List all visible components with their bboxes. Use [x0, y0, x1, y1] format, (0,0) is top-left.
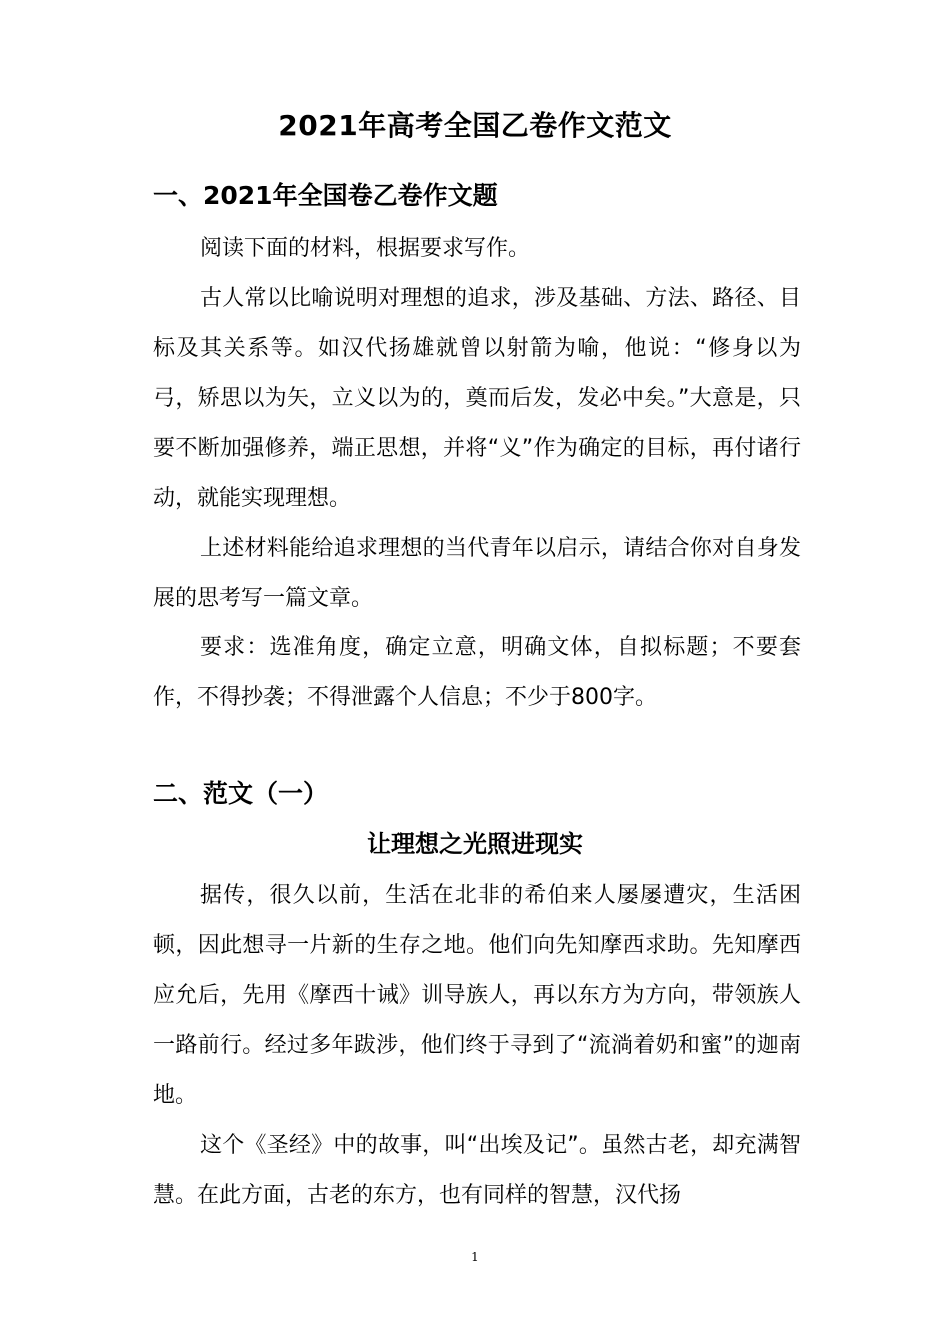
section-1-paragraph-1: 阅读下面的材料，根据要求写作。	[200, 236, 531, 261]
document-title: 2021年高考全国乙卷作文范文	[278, 109, 672, 142]
section-1-paragraph-2: 古人常以比喻说明对理想的追求，涉及基础、方法、路径、目标及其关系等。如汉代扬雄就曾以射箭为喻，他说：“修身以为弓，矫思以为矢，立义以为的，奠而后发，发必中矣。”大意是，只要不断加强修养，端正思想，并将“义”作为确定的目标，再付诸行动，就能实现理想。	[153, 286, 801, 511]
section-2-heading: 二、范文（一）	[153, 779, 329, 808]
essay-paragraph-2: 这个《圣经》中的故事，叫“出埃及记”。虽然古老，却充满智慧。在此方面，古老的东方，也有同样的智慧，汉代扬	[153, 1133, 801, 1208]
section-1-heading: 一、2021年全国卷乙卷作文题	[153, 181, 498, 210]
essay-title: 让理想之光照进现实	[367, 830, 583, 858]
section-1-paragraph-3: 上述材料能给追求理想的当代青年以启示，请结合你对自身发展的思考写一篇文章。	[153, 536, 801, 611]
page-number: 1	[471, 1250, 479, 1264]
essay-paragraph-1: 据传，很久以前，生活在北非的希伯来人屡屡遭灾，生活困顿，因此想寻一片新的生存之地。他们向先知摩西求助。先知摩西应允后，先用《摩西十诫》训导族人，再以东方为方向，带领族人一路前行。经过多年跋涉，他们终于寻到了“流淌着奶和蜜”的迦南地。	[153, 883, 801, 1108]
section-1-paragraph-4: 要求：选准角度，确定立意，明确文体，自拟标题；不要套作，不得抄袭；不得泄露个人信息；不少于800字。	[153, 635, 801, 710]
